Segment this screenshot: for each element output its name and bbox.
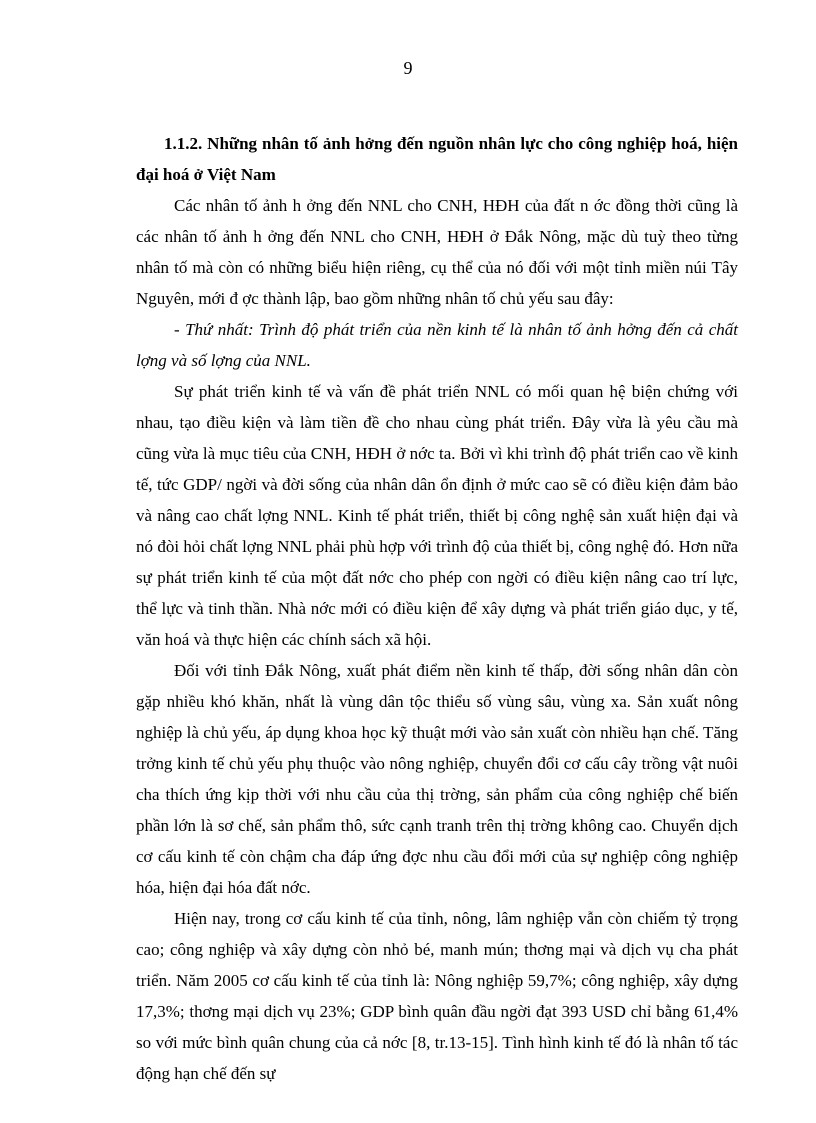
paragraph-dak-nong: Đối với tỉnh Đắk Nông, xuất phát điểm nền kinh tế thấp, đời sống nhân dân còn gặp nhiều khó khăn, nhất là vùng dân tộc thiểu số vùng sâu, vùng xa. Sản xuất nông nghiệp là chủ yếu, áp dụng khoa học kỹ thuật mới vào sản xuất còn nhiều hạn chế. Tăng trởng kinh tế chủ yếu phụ thuộc vào nông nghiệp, chuyển đổi cơ cấu cây trồng vật nuôi cha thích ứng kịp thời với nhu cầu của thị trờng, sản phẩm của công nghiệp chế biến phần lớn là sơ chế, sản phẩm thô, sức cạnh tranh trên thị trờng không cao. Chuyển dịch cơ cấu kinh tế còn chậm cha đáp ứng đợc nhu cầu đổi mới của sự nghiệp công nghiệp hóa, hiện đại hóa đất nớc. [136, 661, 738, 897]
paragraph-first-factor: - Thứ nhất: Trình độ phát triển của nền kinh tế là nhân tố ảnh hởng đến cả chất lợng và số lợng của NNL. [136, 320, 738, 370]
paragraph-economic-development: Sự phát triển kinh tế và vấn đề phát triển NNL có mối quan hệ biện chứng với nhau, tạo điều kiện và làm tiền đề cho nhau cùng phát triển. Đây vừa là yêu cầu mà cũng vừa là mục tiêu của CNH, HĐH ở nớc ta. Bởi vì khi trình độ phát triển cao về kinh tế, tức GDP/ ngời và đời sống của nhân dân ổn định ở mức cao sẽ có điều kiện đảm bảo và nâng cao chất lợng NNL. Kinh tế phát triển, thiết bị công nghệ sản xuất hiện đại và nó đòi hỏi chất lợng NNL phải phù hợp với trình độ của thiết bị, công nghệ đó. Hơn nữa sự phát triển kinh tế của một đất nớc cho phép con ngời có điều kiện nâng cao trí lực, thể lực và tinh thần. Nhà nớc mới có điều kiện để xây dựng và phát triển giáo dục, y tế, văn hoá và thực hiện các chính sách xã hội. [136, 382, 738, 649]
document-body [136, 128, 738, 1089]
section-heading: 1.1.2. Những nhân tố ảnh hởng đến nguồn nhân lực cho công nghiệp hoá, hiện đại hoá ở Việt Nam [136, 134, 738, 184]
paragraph-intro: Các nhân tố ảnh h ởng đến NNL cho CNH, HĐH của đất n ớc đồng thời cũng là các nhân tố ảnh h ởng đến NNL cho CNH, HĐH ở Đắk Nông, mặc dù tuỳ theo từng nhân tố mà còn có những biểu hiện riêng, cụ thể của nó đối với một tỉnh miền núi Tây Nguyên, mới đ ợc thành lập, bao gồm những nhân tố chủ yếu sau đây: [136, 196, 738, 308]
paragraph-economic-structure: Hiện nay, trong cơ cấu kinh tế của tỉnh, nông, lâm nghiệp vẫn còn chiếm tỷ trọng cao; công nghiệp và xây dựng còn nhỏ bé, manh mún; thơng mại và dịch vụ cha phát triển. Năm 2005 cơ cấu kinh tế của tỉnh là: Nông nghiệp 59,7%; công nghiệp, xây dựng 17,3%; thơng mại dịch vụ 23%; GDP bình quân đầu ngời đạt 393 USD chỉ bằng 61,4% so với mức bình quân chung của cả nớc [8, tr.13-15]. Tình hình kinh tế đó là nhân tố tác động hạn chế đến sự [136, 909, 738, 1083]
page-number: 9 [403, 58, 413, 78]
